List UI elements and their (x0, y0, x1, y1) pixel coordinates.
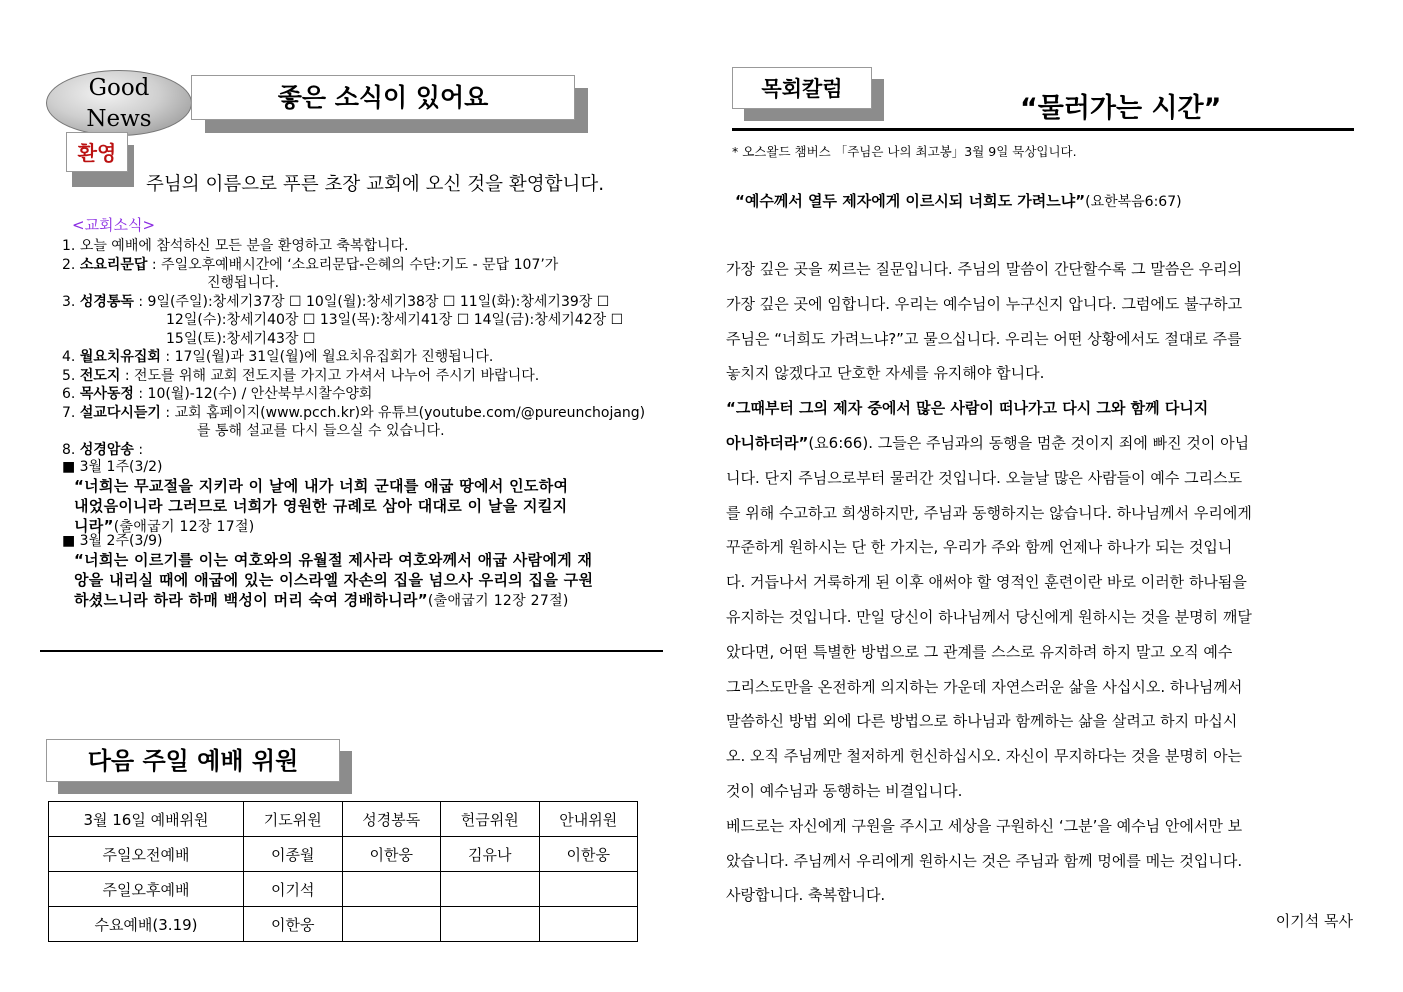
news-item-3-cont2: 15일(토):창세기43장 ☐ (166, 330, 316, 347)
worship-title: 다음 주일 예배 위원 (46, 739, 340, 782)
signature: 이기석 목사 (1275, 912, 1353, 930)
table-cell: 이한웅 (539, 837, 638, 872)
paragraph-3: 베드로는 자신에게 구원을 주시고 세상을 구원하신 ‘그분’을 예수님 안에서만 보 았습니다. 주님께서 우리에게 원하시는 것은 주님과 함께 멍에를 메는 것입니다. 사랑합니다. 축복합니다. (726, 816, 1243, 905)
table-cell (539, 872, 638, 907)
memory-2-line2: 앙을 내리실 때에 애굽에 있는 이스라엘 자손의 집을 넘으사 우리의 집을 구원 (74, 571, 594, 589)
table-cell: 수요예배(3.19) (49, 907, 244, 942)
news-item-7-cont: 를 통해 설교를 다시 들으실 수 있습니다. (197, 423, 445, 439)
news-item-7: 7. 설교다시듣기 : 교회 홈페이지(www.pcch.kr)와 유튜브(youtube.com/@pureunchojang) (62, 404, 646, 421)
table-cell (342, 907, 441, 942)
memory-1-line3: 니라”(출애굽기 12장 17절) (74, 517, 255, 535)
memory-week-1: ■ 3월 1주(3/2) (62, 459, 163, 475)
table-cell: 이한웅 (342, 837, 441, 872)
table-cell: 이기석 (244, 872, 343, 907)
news-item-4: 4. 월요치유집회 : 17일(월)과 31일(월)에 월요치유집회가 진행됩니다. (62, 349, 494, 365)
news-heading: <교회소식> (72, 216, 156, 234)
memory-1-line2: 내었음이니라 그러므로 너희가 영원한 규례로 삼아 대대로 이 날을 지킬지 (74, 497, 568, 515)
table-header: 안내위원 (539, 802, 638, 837)
news-item-3: 3. 성경통독 : 9일(주일):창세기37장 ☐ 10일(월):창세기38장 ☐ 11일(화):창세기39장 ☐ (62, 293, 610, 310)
column-body (726, 252, 1354, 913)
worship-table (48, 801, 638, 942)
table-cell: 이한웅 (244, 907, 343, 942)
welcome-text: 주님의 이름으로 푸른 초장 교회에 오신 것을 환영합니다. (146, 174, 605, 195)
news-item-1: 1. 오늘 예배에 참석하신 모든 분을 환영하고 축복합니다. (62, 238, 409, 254)
memory-1-line1: “너희는 무교절을 지키라 이 날에 내가 너희 군대를 애굽 땅에서 인도하여 (74, 477, 569, 495)
column-source: * 오스왈드 챔버스 「주님은 나의 최고봉」3월 9일 묵상입니다. (732, 144, 1077, 159)
column-rule (732, 128, 1354, 131)
news-list (62, 237, 682, 459)
news-item-5: 5. 전도지 : 전도를 위해 교회 전도지를 가지고 가셔서 나누어 주시기 바랍니다. (62, 367, 540, 384)
table-header-row (49, 802, 638, 837)
table-cell: 주일오후예배 (49, 872, 244, 907)
news-item-8: 8. 성경암송 : (62, 441, 144, 458)
table-row (49, 872, 638, 907)
good-news-badge (46, 70, 192, 136)
header-title: 좋은 소식이 있어요 (191, 75, 575, 120)
column-label: 목회칼럼 (732, 67, 872, 109)
table-cell (539, 907, 638, 942)
news-item-3-cont: 12일(수):창세기40장 ☐ 13일(목):창세기41장 ☐ 14일(금):창세기42장 ☐ (166, 312, 624, 328)
table-cell: 김유나 (441, 837, 540, 872)
paragraph-2: “그때부터 그의 제자 중에서 많은 사람이 떠나가고 다시 그와 함께 다니지 아니하더라”(요6:66). 그들은 주님과의 동행을 멈춘 것이지 죄에 빠진 것이 아닙 니다. 단지 주님으로부터 물러간 것입니다. 오늘날 많은 사람들이 예수 그리스도 를 위해 수고하고 희생하지만, 주님과 동행하지는 않습니다. 하나님께서 우리에게 꾸준하게 원하시는 단 한 가지는, 우리가 주와 함께 언제나 하나가 되는 것입니 다. 거듭나서 거룩하게 된 이후 애써야 할 영적인 훈련이란 바로 이러한 하나됨을 유지하는 것입니다. 만일 당신이 하나님께서 당신에게 원하시는 것을 분명히 깨달 았다면, 어떤 특별한 방법으로 그 관계를 스스로 유지하려 하지 말고 오직 예수 그리스도만을 온전하게 의지하는 가운데 자연스러운 삶을 사십시오. 하나님께서 말씀하신 방법 외에 다른 방법으로 하나님과 함께하는 삶을 살려고 하지 마십시 오. 오직 주님께만 철저하게 헌신하십시오. 자신이 무지하다는 것을 분명히 아는 것이 예수님과 동행하는 비결입니다. (726, 399, 1252, 800)
news-item-2-cont: 진행됩니다. (207, 275, 280, 291)
paragraph-1: 가장 깊은 곳을 찌르는 질문입니다. 주님의 말씀이 간단할수록 그 말씀은 우리의 가장 깊은 곳에 임합니다. 우리는 예수님이 누구신지 압니다. 그럼에도 불구하고 주님은 “너희도 가려느냐?”고 물으십니다. 우리는 어떤 상황에서도 절대로 주를 놓치지 않겠다고 단호한 자세를 유지해야 합니다. (726, 260, 1243, 383)
table-header: 기도위원 (244, 802, 343, 837)
table-cell: 주일오전예배 (49, 837, 244, 872)
good-news-line2: News (86, 106, 152, 132)
section-divider (40, 650, 663, 652)
table-cell (441, 872, 540, 907)
table-cell (441, 907, 540, 942)
table-row (49, 837, 638, 872)
memory-verse-2 (62, 532, 682, 611)
table-header: 3월 16일 예배위원 (49, 802, 244, 837)
table-row (49, 907, 638, 942)
welcome-tag: 환영 (66, 132, 128, 172)
memory-week-2: ■ 3월 2주(3/9) (62, 533, 163, 549)
good-news-line1: Good (88, 75, 150, 101)
table-cell (342, 872, 441, 907)
memory-2-line1: “너희는 이르기를 이는 여호와의 유월절 제사라 여호와께서 애굽 사람에게 재 (74, 551, 593, 569)
memory-verse-1 (62, 458, 682, 537)
news-item-6: 6. 목사동정 : 10(월)-12(수) / 안산북부시찰수양회 (62, 386, 373, 402)
table-cell: 이종월 (244, 837, 343, 872)
memory-2-line3: 하셨느니라 하라 하매 백성이 머리 숙여 경배하니라”(출애굽기 12장 27절) (74, 591, 569, 609)
news-item-2: 2. 소요리문답 : 주일오후예배시간에 ‘소요리문답-은혜의 수단:기도 - 문답 107’가 (62, 256, 559, 273)
table-header: 성경봉독 (342, 802, 441, 837)
column-title: “물러가는 시간” (1020, 93, 1222, 124)
key-verse: “예수께서 열두 제자에게 이르시되 너희도 가려느냐”(요한복음6:67) (735, 192, 1182, 210)
table-header: 헌금위원 (441, 802, 540, 837)
